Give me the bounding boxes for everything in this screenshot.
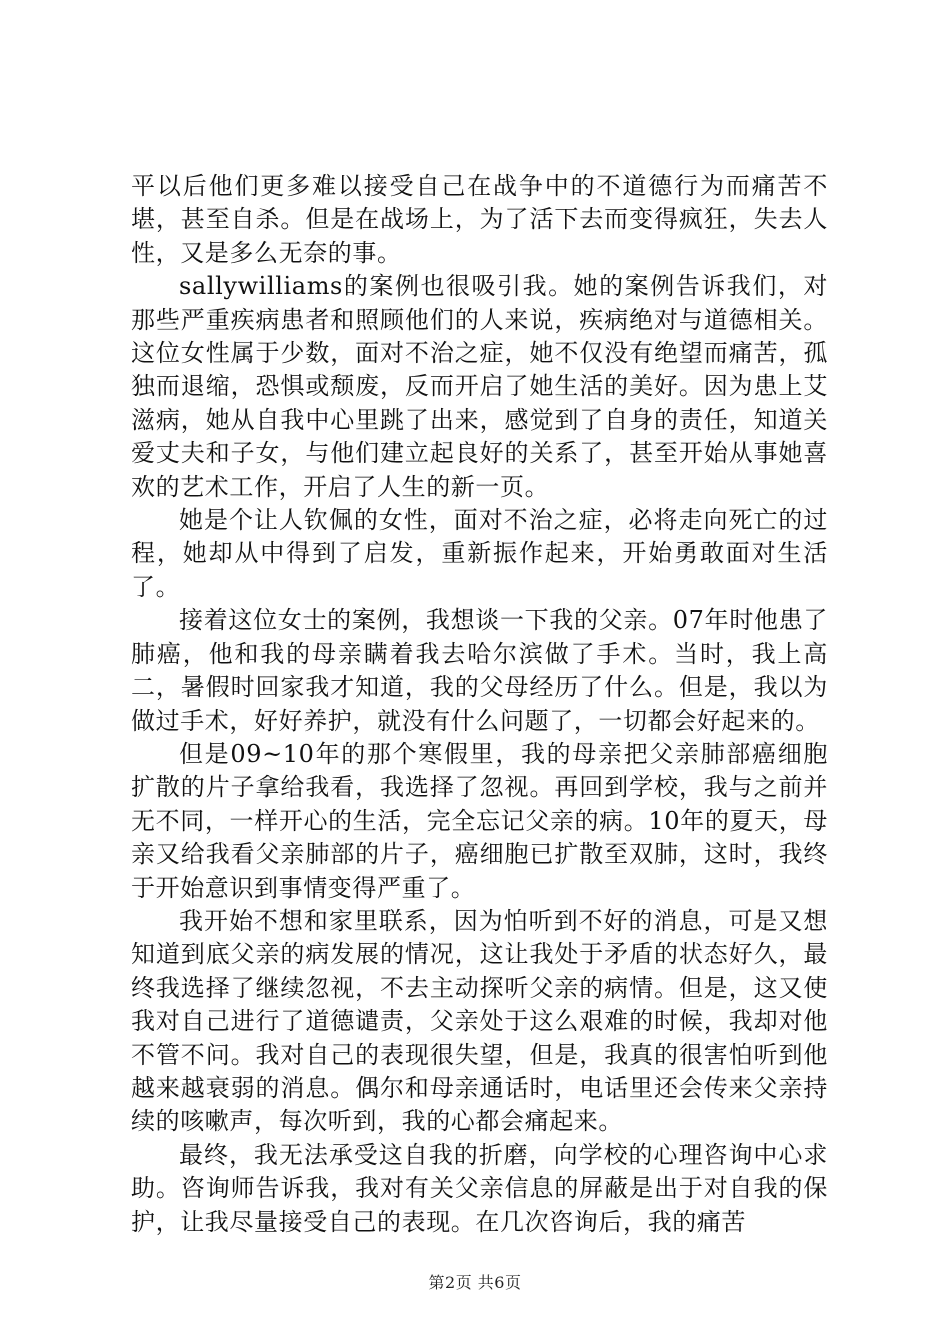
paragraph-4: 接着这位女士的案例，我想谈一下我的父亲。07年时他患了肺癌，他和我的母亲瞒着我去哈尔滨做了手术。当时，我上高二，暑假时回家我才知道，我的父母经历了什么。但是，我以为做过手术，好好养护，就没有什么问题了，一切都会好起来的。 bbox=[131, 606, 828, 735]
paragraph-2: sallywilliams的案例也很吸引我。她的案例告诉我们，对那些严重疾病患者和照顾他们的人来说，疾病绝对与道德相关。这位女性属于少数，面对不治之症，她不仅没有绝望而痛苦，孤独而退缩，恐惧或颓废，反而开启了她生活的美好。因为患上艾滋病，她从自我中心里跳了出来，感觉到了自身的责任，知道关爱丈夫和子女，与他们建立起良好的关系了，甚至开始从事她喜欢的艺术工作，开启了人生的新一页。 bbox=[131, 272, 828, 501]
paragraph-3: 她是个让人钦佩的女性，面对不治之症，必将走向死亡的过程，她却从中得到了启发，重新振作起来，开始勇敢面对生活了。 bbox=[131, 506, 828, 601]
page-number-footer: 第2页 共6页 bbox=[428, 1273, 522, 1292]
body-text bbox=[131, 170, 828, 1239]
paragraph-6: 我开始不想和家里联系，因为怕听到不好的消息，可是又想知道到底父亲的病发展的情况，这让我处于矛盾的状态好久，最终我选择了继续忽视，不去主动探听父亲的病情。但是，这又使我对自己进行了道德谴责，父亲处于这么艰难的时候，我却对他不管不问。我对自己的表现很失望，但是，我真的很害怕听到他越来越衰弱的消息。偶尔和母亲通话时，电话里还会传来父亲持续的咳嗽声，每次听到，我的心都会痛起来。 bbox=[131, 906, 828, 1136]
paragraph-1: 平以后他们更多难以接受自己在战争中的不道德行为而痛苦不堪，甚至自杀。但是在战场上，为了活下去而变得疯狂，失去人性，又是多么无奈的事。 bbox=[131, 172, 828, 267]
paragraph-7: 最终，我无法承受这自我的折磨，向学校的心理咨询中心求助。咨询师告诉我，我对有关父亲信息的屏蔽是出于对自我的保护，让我尽量接受自己的表现。在几次咨询后，我的痛苦 bbox=[131, 1140, 828, 1236]
paragraph-5: 但是09~10年的那个寒假里，我的母亲把父亲肺部癌细胞扩散的片子拿给我看，我选择了忽视。再回到学校，我与之前并无不同，一样开心的生活，完全忘记父亲的病。10年的夏天，母亲又给我看父亲肺部的片子，癌细胞已扩散至双肺，这时，我终于开始意识到事情变得严重了。 bbox=[131, 739, 828, 902]
